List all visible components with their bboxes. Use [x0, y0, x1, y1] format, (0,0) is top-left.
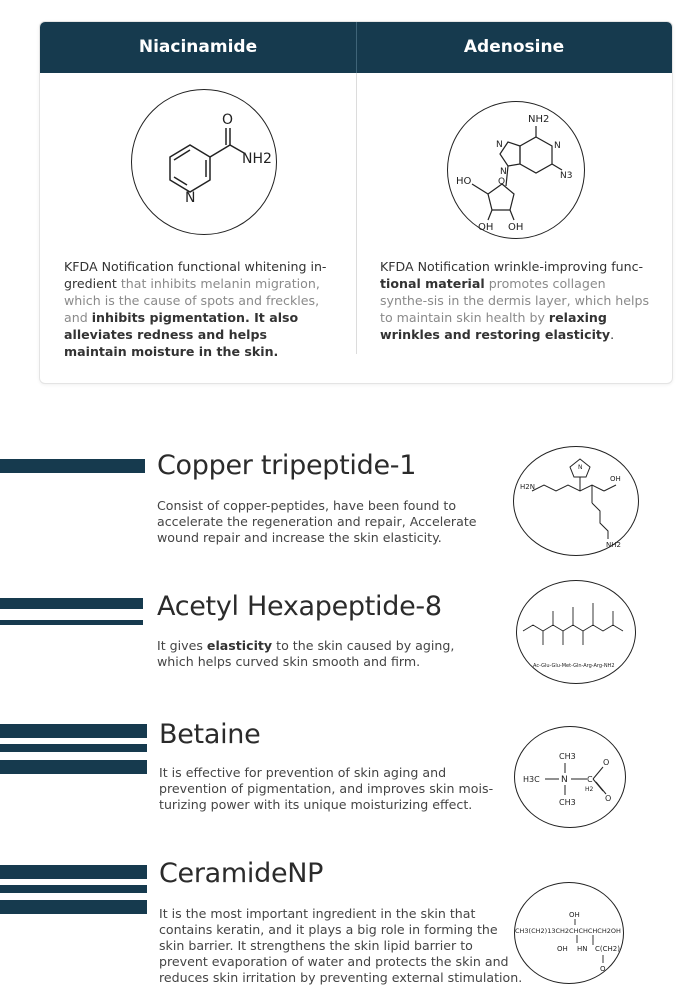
ingredient-title: Copper tripeptide-1 — [157, 450, 417, 481]
accent-bar — [0, 865, 147, 879]
ceramide-chain-label: CH3(CH2)13CH2CHCHCHCH2OH — [515, 927, 621, 935]
niacinamide-heading: Niacinamide — [138, 37, 258, 57]
accent-bar — [0, 744, 147, 752]
accent-bar — [0, 760, 147, 774]
accent-bar — [0, 620, 143, 625]
amine-label: NH2 — [242, 151, 272, 167]
desc-text: It gives — [157, 638, 207, 653]
adenosine-o-label: O — [498, 177, 506, 187]
adenosine-heading: Adenosine — [463, 37, 565, 57]
accent-bar — [0, 724, 147, 738]
desc-bold-text: relaxing wrinkles and restoring elasticity — [380, 310, 611, 342]
niacinamide-description — [64, 258, 332, 360]
h2-label: H2 — [585, 786, 594, 793]
ingredient-title: CeramideNP — [159, 858, 324, 889]
o-label-2: O — [605, 794, 612, 803]
ingredient-title: Betaine — [159, 719, 261, 750]
acetyl-hexapeptide-structure — [516, 580, 636, 684]
card-header — [40, 22, 672, 73]
accent-bar — [0, 900, 147, 914]
nitrogen-label: N — [185, 190, 196, 206]
column-divider — [356, 73, 357, 354]
accent-bar — [0, 459, 145, 473]
desc-text: to the skin caused by aging, which helps curved skin smooth and firm. — [157, 638, 455, 669]
betaine-structure — [514, 726, 626, 828]
ingredient-description: It is effective for prevention of skin aging and prevention of pigmentation, and improves skin mois-turizing power with its unique moisturizing effect. — [159, 765, 494, 812]
o-label-1: O — [603, 758, 610, 767]
c-label-1: C — [587, 775, 593, 784]
o-label: O — [600, 965, 606, 973]
desc-bold-text: elasticity — [206, 638, 273, 653]
h3c-label: H3C — [523, 775, 540, 784]
h2n-label: H2N — [520, 483, 535, 491]
desc-text: KFDA Notification wrinkle-improving func- — [380, 259, 644, 274]
desc-text: KFDA Notification functional whitening in- — [64, 259, 327, 274]
desc-text: . — [610, 327, 615, 342]
desc-muted-text: promotes collagen synthe-sis in the dermis layer, which helps to maintain skin health by — [380, 276, 650, 325]
adenosine-n-label-1: N — [554, 141, 561, 151]
copper-tripeptide-structure — [513, 446, 639, 556]
desc-bold-text: tional material — [380, 276, 485, 291]
adenosine-n-label-2: N — [496, 140, 503, 150]
adenosine-oh-label-2: OH — [508, 222, 524, 233]
desc-muted-text: that inhibits melanin migration, which is the cause of spots and freckles, and — [64, 276, 320, 325]
accent-bar — [0, 598, 143, 609]
adenosine-oh-label-1: OH — [478, 222, 494, 233]
n-label: N — [578, 464, 583, 471]
adenosine-n3-label: N3 — [560, 171, 573, 181]
ingredient-description: Consist of copper-peptides, have been found to accelerate the regeneration and repair, Accelerate wound repair and increase the skin elasticity. — [157, 498, 477, 545]
oxygen-label: O — [222, 112, 234, 128]
oh-mid-label: OH — [557, 945, 568, 953]
desc-bold-text: inhibits pigmentation — [91, 310, 245, 325]
carbonyl-label: C(CH2) — [595, 945, 620, 953]
ch3-bottom-label: CH3 — [559, 798, 576, 807]
accent-bar — [0, 885, 147, 893]
desc-text: gredient — [64, 276, 117, 291]
hn-label: HN — [577, 945, 588, 953]
n-plus-label: N — [561, 775, 568, 785]
ingredient-title: Acetyl Hexapeptide-8 — [157, 591, 442, 622]
adenosine-n-label-3: N — [500, 167, 507, 177]
ingredient-description — [157, 638, 477, 670]
nh2-label: NH2 — [606, 541, 621, 549]
adenosine-ho-label: HO — [456, 176, 472, 187]
ingredient-description: It is the most important ingredient in the skin that contains keratin, and it plays a big role in forming the skin barrier. It strengthens the skin lipid barrier to prevent evaporation of water and protects the skin and reduces skin irritation by preventing external stimulation. — [159, 906, 523, 985]
niacinamide-structure — [131, 89, 277, 235]
adenosine-structure — [447, 101, 585, 239]
adenosine-description — [380, 258, 652, 343]
adenosine-nh2-label: NH2 — [528, 114, 550, 125]
oh-top-label: OH — [569, 911, 580, 919]
ch3-top-label: CH3 — [559, 752, 576, 761]
ceramide-structure — [514, 882, 624, 984]
desc-bold-text: . It also alleviates redness and helps maintain moisture in the skin. — [64, 310, 299, 359]
comparison-card — [39, 21, 673, 384]
peptide-sequence-label: Ac-Glu-Glu-Met-Gln-Arg-Arg-NH2 — [533, 663, 615, 669]
oh-label: OH — [610, 475, 621, 483]
